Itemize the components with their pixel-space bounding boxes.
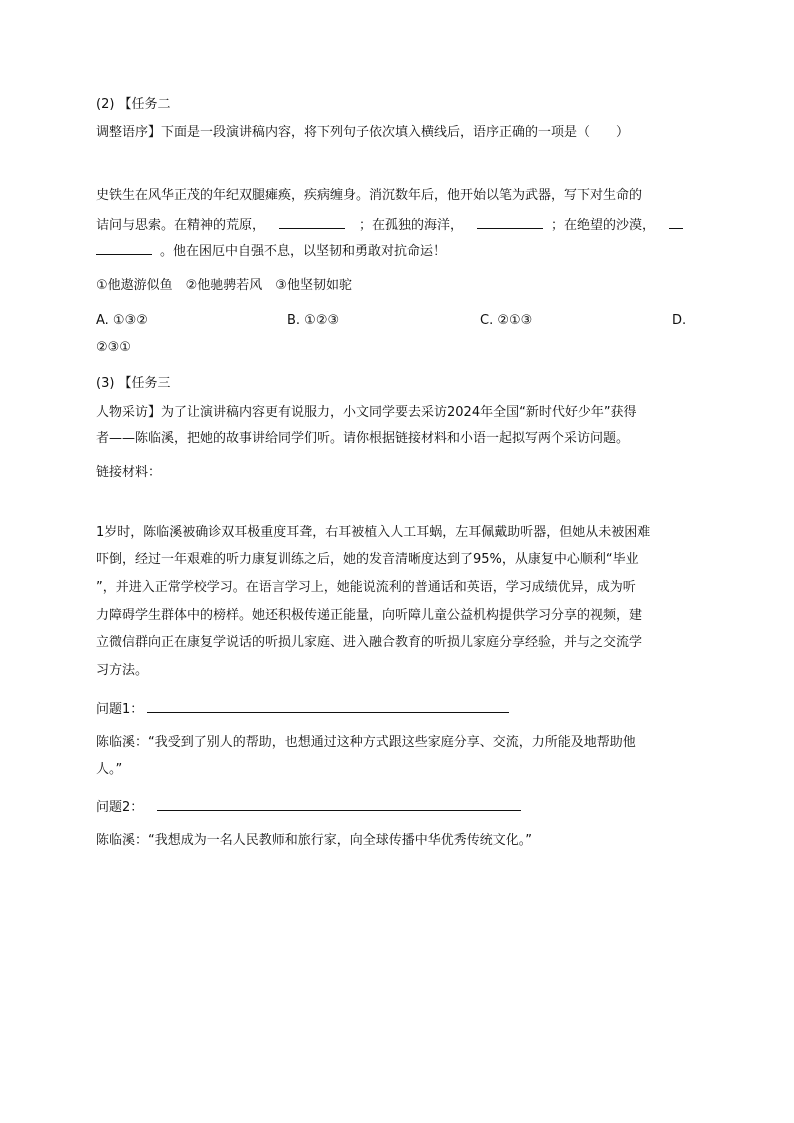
- question-2-label: 问题2：: [96, 800, 144, 815]
- passage-text-a: 诘问与思索。在精神的荒原，: [96, 218, 266, 233]
- passage-text-b: ；在孤独的海洋，: [359, 218, 464, 233]
- question-1-row: [96, 700, 509, 718]
- passage-text-d: 。他在困厄中自强不息，以坚韧和勇敢对抗命运！: [160, 244, 447, 259]
- fill-blank-2[interactable]: [477, 216, 543, 229]
- q2-heading: (2) 【任务二: [96, 97, 171, 112]
- fill-blank-1[interactable]: [279, 216, 345, 229]
- q2-passage-line-3: [96, 242, 446, 260]
- q3-instruction-line-1: 人物采访】为了让演讲稿内容更有说服力，小文同学要去采访2024年全国“新时代好少年”获得: [96, 405, 637, 420]
- answer-1-line-1: 陈临溪：“我受到了别人的帮助，也想通过这种方式跟这些家庭分享、交流，力所能及地帮助他: [96, 735, 636, 750]
- material-line: 1岁时，陈临溪被确诊双耳极重度耳聋，右耳被植入人工耳蜗，左耳佩戴助听器，但她从未被困难: [96, 525, 651, 540]
- question-1-answer-line[interactable]: [147, 700, 509, 713]
- q2-instruction: 调整语序】下面是一段演讲稿内容，将下列句子依次填入横线后，语序正确的一项是（ ）: [96, 125, 630, 140]
- question-2-answer-line[interactable]: [157, 798, 521, 811]
- option-d[interactable]: D.: [672, 313, 687, 328]
- question-1-label: 问题1：: [96, 702, 144, 717]
- question-2-row: [96, 798, 521, 816]
- option-d-value[interactable]: ②③①: [96, 340, 131, 355]
- fill-blank-3-start[interactable]: [669, 216, 683, 229]
- option-b[interactable]: B. ①②③: [287, 313, 340, 328]
- option-a[interactable]: A. ①③②: [96, 313, 148, 328]
- fill-blank-3[interactable]: [96, 242, 152, 255]
- q2-sentences: ①他遨游似鱼 ②他驰骋若风 ③他坚韧如驼: [96, 278, 352, 293]
- q2-passage-line-1: 史铁生在风华正茂的年纪双腿瘫痪，疾病缠身。消沉数年后，他开始以笔为武器，写下对生命的: [96, 188, 643, 203]
- material-line: 力障碍学生群体中的榜样。她还积极传递正能量，向听障儿童公益机构提供学习分享的视频，建: [96, 608, 643, 623]
- material-line: 立微信群向正在康复学说话的听损儿家庭、进入融合教育的听损儿家庭分享经验，并与之交流学: [96, 635, 643, 650]
- material-line: 习方法。: [96, 663, 149, 678]
- q3-heading: (3) 【任务三: [96, 376, 171, 391]
- answer-1-line-2: 人。”: [96, 762, 123, 777]
- q3-instruction-line-2: 者——陈临溪，把她的故事讲给同学们听。请你根据链接材料和小语一起拟写两个采访问题。: [96, 431, 630, 446]
- q2-passage-line-2: [96, 216, 683, 234]
- material-line: 吓倒，经过一年艰难的听力康复训练之后，她的发音清晰度达到了95%，从康复中心顺利“毕业: [96, 552, 639, 567]
- link-material-label: 链接材料：: [96, 465, 162, 480]
- material-line: ”，并进入正常学校学习。在语言学习上，她能说流利的普通话和英语，学习成绩优异，成为听: [96, 580, 636, 595]
- option-c[interactable]: C. ②①③: [480, 313, 533, 328]
- answer-2: 陈临溪：“我想成为一名人民教师和旅行家，向全球传播中华优秀传统文化。”: [96, 833, 532, 848]
- passage-text-c: ；在绝望的沙漠，: [551, 218, 656, 233]
